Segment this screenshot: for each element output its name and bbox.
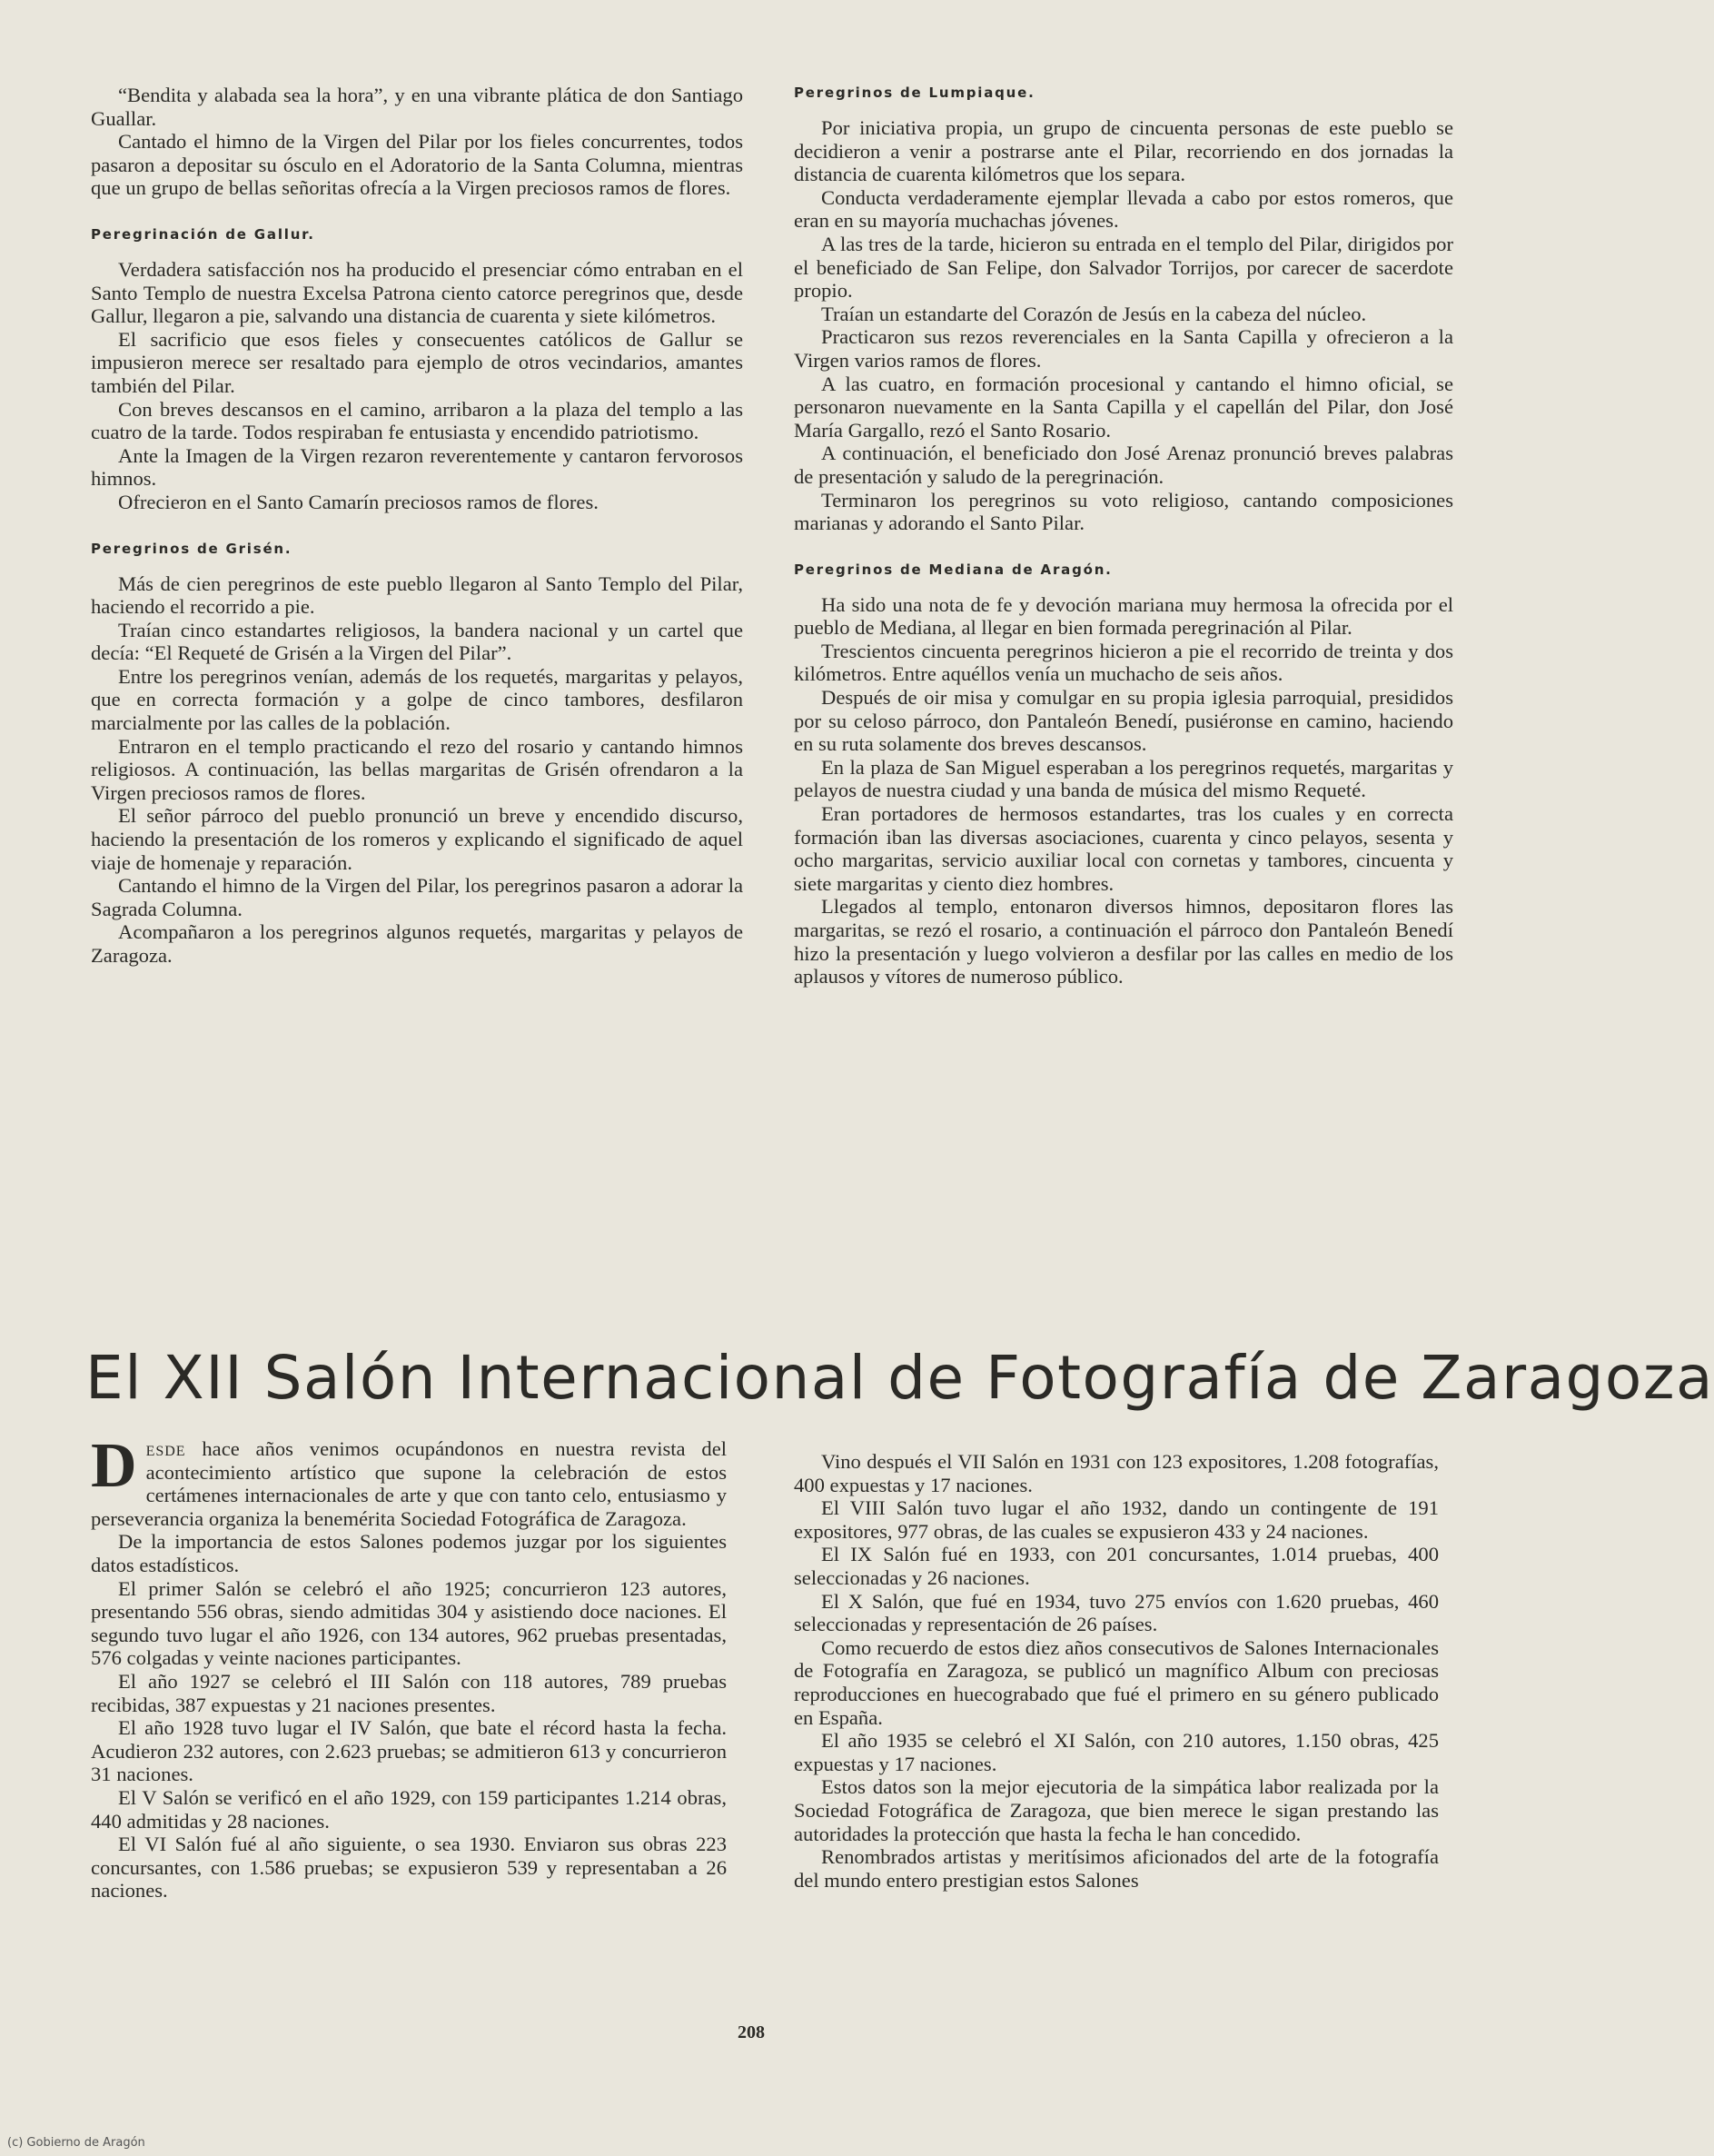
lead-paragraph	[91, 1431, 727, 1530]
drop-cap: D	[91, 1431, 137, 1501]
paragraph: El X Salón, que fué en 1934, tuvo 275 envíos con 1.620 pruebas, 460 seleccionadas y representación de 26 países.	[794, 1589, 1439, 1636]
paragraph: Como recuerdo de estos diez años consecutivos de Salones Internacionales de Fotografía en Zaragoza, se publicó un magnífico Album con preciosas reproducciones en huecograbado que fué el primero en su género publicado en España.	[794, 1635, 1439, 1729]
paragraph: Vino después el VII Salón en 1931 con 123 expositores, 1.208 fotografías, 400 expuestas y 17 naciones.	[794, 1450, 1439, 1496]
bottom-right-column	[794, 1450, 1439, 1892]
section-heading-mediana: Peregrinos de Mediana de Aragón.	[794, 561, 1113, 578]
paragraph: Eran portadores de hermosos estandartes, tras los cuales y en correcta formación iban las diversas asociaciones, cuarenta y cinco pelayos, sesenta y ocho margaritas, servicio auxiliar local con cornetas y tambores, cincuenta y siete margaritas y ciento diez hombres.	[794, 802, 1453, 895]
top-right-column	[794, 84, 1453, 989]
paragraph: Conducta verdaderamente ejemplar llevada a cabo por estos romeros, que eran en su mayoría muchachas jóvenes.	[794, 185, 1453, 233]
paragraph: Llegados al templo, entonaron diversos himnos, depositaron flores las margaritas, se rezó el rosario, a continuación el párroco don Pantaleón Benedí hizo la presentación y luego volvieron a desfilar por las calles en medio de los aplausos y vítores de numeroso público.	[794, 895, 1453, 989]
paragraph: A las tres de la tarde, hicieron su entrada en el templo del Pilar, dirigidos por el beneficiado de San Felipe, don Salvador Torrijos, por carecer de sacerdote propio.	[794, 232, 1453, 303]
paragraph: Por iniciativa propia, un grupo de cincuenta personas de este pueblo se decidieron a venir a postrarse ante el Pilar, recorriendo en dos jornadas la distancia de cuarenta kilómetros que los separa.	[794, 116, 1453, 186]
paragraph: Acompañaron a los peregrinos algunos requetés, margaritas y pelayos de Zaragoza.	[91, 920, 743, 967]
bottom-left-column	[91, 1431, 727, 1903]
paragraph: Terminaron los peregrinos su voto religioso, cantando composiciones marianas y adorando el Santo Pilar.	[794, 488, 1453, 535]
paragraph: Ofrecieron en el Santo Camarín preciosos ramos de flores.	[118, 490, 599, 513]
paragraph: “Bendita y alabada sea la hora”, y en una vibrante plática de don Santiago Guallar.	[91, 84, 743, 130]
paragraph: El año 1927 se celebró el III Salón con 118 autores, 789 pruebas recibidas, 387 expuestas y 21 naciones presentes.	[91, 1669, 727, 1716]
paragraph: Ante la Imagen de la Virgen rezaron reverentemente y cantaron fervorosos himnos.	[91, 443, 743, 491]
paragraph: En la plaza de San Miguel esperaban a los peregrinos requetés, margaritas y pelayos de nuestra ciudad y una banda de música del mismo Requeté.	[794, 755, 1453, 802]
paragraph: Más de cien peregrinos de este pueblo llegaron al Santo Templo del Pilar, haciendo el recorrido a pie.	[91, 571, 743, 619]
paragraph: El VIII Salón tuvo lugar el año 1932, dando un contingente de 191 expositores, 977 obras, de las cuales se expusieron 433 y 24 naciones.	[794, 1496, 1439, 1543]
section-heading-lumpiaque: Peregrinos de Lumpiaque.	[794, 84, 1035, 101]
paragraph: El año 1935 se celebró el XI Salón, con 210 autores, 1.150 obras, 425 expuestas y 17 naciones.	[794, 1729, 1439, 1775]
paragraph: El señor párroco del pueblo pronunció un breve y encendido discurso, haciendo la presentación de los romeros y explicando el significado de aquel viaje de homenaje y reparación.	[91, 804, 743, 874]
paragraph: Ha sido una nota de fe y devoción mariana muy hermosa la ofrecida por el pueblo de Mediana, al llegar en bien formada peregrinación al Pilar.	[794, 592, 1453, 640]
paragraph: Trescientos cincuenta peregrinos hicieron a pie el recorrido de treinta y dos kilómetros. Entre aquéllos venía un muchacho de seis años.	[794, 639, 1453, 686]
section-heading-gallur: Peregrinación de Gallur.	[91, 225, 315, 243]
paragraph: De la importancia de estos Salones podemos juzgar por los siguientes datos estadísticos.	[91, 1530, 727, 1576]
article-title: El XII Salón Internacional de Fotografía de Zaragoza	[85, 1343, 1714, 1413]
paragraph: A continuación, el beneficiado don José Arenaz pronunció breves palabras de presentación y saludo de la peregrinación.	[794, 442, 1453, 488]
paragraph: El sacrificio que esos fieles y consecuentes católicos de Gallur se impusieron merece ser resaltado para ejemplo de otros vecindarios, amantes también del Pilar.	[91, 327, 743, 397]
paragraph: Entraron en el templo practicando el rezo del rosario y cantando himnos religiosos. A continuación, las bellas margaritas de Grisén ofrendaron a la Virgen preciosos ramos de flores.	[91, 734, 743, 804]
paragraph: El IX Salón fué en 1933, con 201 concursantes, 1.014 pruebas, 400 seleccionadas y 26 naciones.	[794, 1543, 1439, 1589]
paragraph: Renombrados artistas y meritísimos aficionados del arte de la fotografía del mundo entero prestigian estos Salones	[794, 1845, 1439, 1892]
paragraph: Cantando el himno de la Virgen del Pilar, los peregrinos pasaron a adorar la Sagrada Columna.	[91, 874, 743, 920]
paragraph: Entre los peregrinos venían, además de los requetés, margaritas y pelayos, que en correcta formación y a golpe de cinco tambores, desfilaron marcialmente por las calles de la población.	[91, 664, 743, 735]
paragraph: El año 1928 tuvo lugar el IV Salón, que bate el récord hasta la fecha. Acudieron 232 autores, con 2.623 pruebas; se admitieron 613 y concurrieron 31 naciones.	[91, 1716, 727, 1786]
lead-text: hace años venimos ocupándonos en nuestra revista del acontecimiento artístico que supone la celebración de estos certámenes internacionales de arte y que con tanto celo, entusiasmo y perseverancia organiza la benemérita Sociedad Fotográfica de Zaragoza.	[91, 1437, 727, 1530]
top-left-column	[91, 84, 743, 968]
paragraph: Estos datos son la mejor ejecutoria de la simpática labor realizada por la Sociedad Fotográfica de Zaragoza, que bien merece le sigan prestando las autoridades la protección que hasta la fecha le han concedido.	[794, 1775, 1439, 1845]
paragraph: El primer Salón se celebró el año 1925; concurrieron 123 autores, presentando 556 obras, siendo admitidas 304 y asistiendo doce naciones. El segundo tuvo lugar el año 1926, con 134 autores, 962 pruebas presentadas, 576 colgadas y veinte naciones participantes.	[91, 1576, 727, 1670]
page-number: 208	[738, 2022, 765, 2042]
paragraph: El V Salón se verificó en el año 1929, con 159 participantes 1.214 obras, 440 admitidas y 28 naciones.	[91, 1785, 727, 1833]
paragraph: Traían cinco estandartes religiosos, la bandera nacional y un cartel que decía: “El Requeté de Grisén a la Virgen del Pilar”.	[91, 618, 743, 665]
copyright-notice: (c) Gobierno de Aragón	[7, 2136, 145, 2150]
paragraph: Cantado el himno de la Virgen del Pilar por los fieles concurrentes, todos pasaron a depositar su ósculo en el Adoratorio de la Santa Columna, mientras que un grupo de bellas señoritas ofrecía a la Virgen preciosos ramos de flores.	[91, 130, 743, 200]
paragraph: El VI Salón fué al año siguiente, o sea 1930. Enviaron sus obras 223 concursantes, con 1.586 pruebas; se expusieron 539 y representaban a 26 naciones.	[91, 1833, 727, 1903]
paragraph: Traían un estandarte del Corazón de Jesús en la cabeza del núcleo.	[821, 302, 1367, 325]
paragraph: Practicaron sus rezos reverenciales en la Santa Capilla y ofrecieron a la Virgen varios ramos de flores.	[794, 325, 1453, 372]
lead-smallcaps: esde	[145, 1437, 186, 1460]
section-heading-grisen: Peregrinos de Grisén.	[91, 540, 292, 557]
paragraph: Verdadera satisfacción nos ha producido el presenciar cómo entraban en el Santo Templo de nuestra Excelsa Patrona ciento catorce peregrinos que, desde Gallur, llegaron a pie, salvando una distancia de cuarenta y siete kilómetros.	[91, 257, 743, 328]
paragraph: A las cuatro, en formación procesional y cantando el himno oficial, se personaron nuevamente en la Santa Capilla y el capellán del Pilar, don José María Gargallo, rezó el Santo Rosario.	[794, 372, 1453, 442]
paragraph: Después de oir misa y comulgar en su propia iglesia parroquial, presididos por su celoso párroco, don Pantaleón Benedí, pusiéronse en camino, haciendo en su ruta solamente dos breves descansos.	[794, 686, 1453, 756]
paragraph: Con breves descansos en el camino, arribaron a la plaza del templo a las cuatro de la tarde. Todos respiraban fe entusiasta y encendido patriotismo.	[91, 397, 743, 444]
